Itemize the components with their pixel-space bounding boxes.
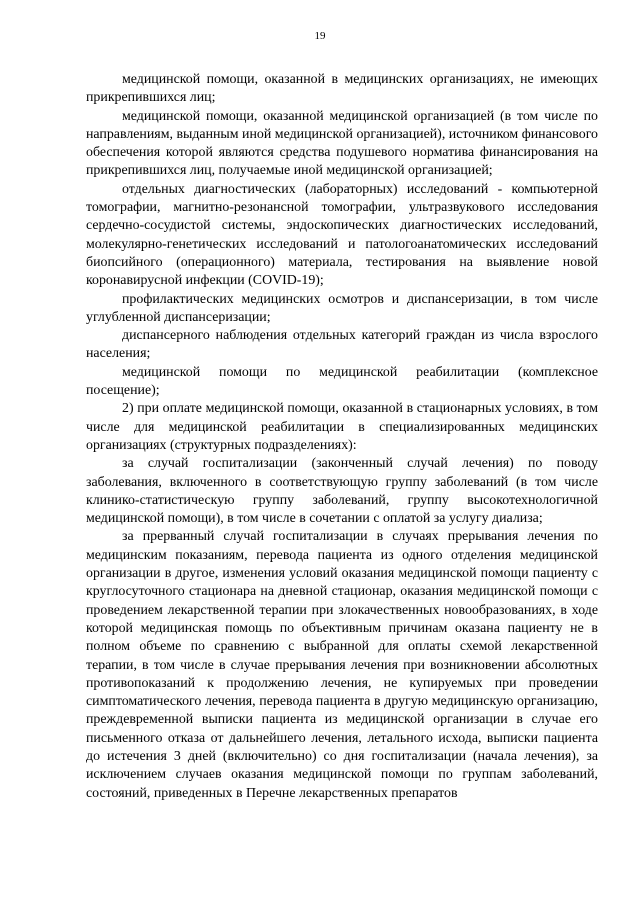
document-body xyxy=(86,71,598,803)
paragraph: медицинской помощи, оказанной медицинской организацией (в том числе по направлениям, выданным иной медицинской организацией), источником финансового обеспечения которой являются средства подушевого норматива финансирования на прикрепившихся лиц, получаемые иной медицинской организацией; xyxy=(86,108,598,179)
page-number: 19 xyxy=(314,30,326,42)
paragraph: за случай госпитализации (законченный случай лечения) по поводу заболевания, включенного в соответствующую группу заболеваний (в том числе клинико-статистическую группу заболеваний, группу высокотехнологичной медицинской помощи), в том числе в сочетании с оплатой за услугу диализа; xyxy=(86,456,598,527)
paragraph: отдельных диагностических (лабораторных) исследований - компьютерной томографии, магнитно-резонансной томографии, ультразвукового исследования сердечно-сосудистой системы, эндоскопических диагностических исследований, молекулярно-генетических исследований и патологоанатомических исследований биопсийного (операционного) материала, тестирования на выявление новой коронавирусной инфекции (COVID-19); xyxy=(86,181,598,289)
paragraph: диспансерного наблюдения отдельных категорий граждан из числа взрослого населения; xyxy=(86,328,598,362)
paragraph: медицинской помощи по медицинской реабилитации (комплексное посещение); xyxy=(86,364,598,399)
paragraph: за прерванный случай госпитализации в случаях прерывания лечения по медицинским показаниям, перевода пациента из одного отделения медицинской организации в другое, изменения условий оказания медицинской помощи пациенту с круглосуточного стационара на дневной стационар, оказания медицинской помощи с проведением лекарственной терапии при злокачественных новообразованиях, в ходе которой медицинская помощь по объективным причинам оказана пациенту не в полном объеме по сравнению с выбранной для оплаты схемой лекарственной терапии, в том числе в случае прерывания лечения при возникновении абсолютных противопоказаний к продолжению лечения, не купируемых при проведении симптоматического лечения, перевода пациента в другую медицинскую организацию, преждевременной выписки пациента из медицинской организации в случае его письменного отказа от дальнейшего лечения, летального исхода, выписки пациента до истечения 3 дней (включительно) со дня госпитализации (начала лечения), за исключением случаев оказания медицинской помощи по группам заболеваний, состояний, приведенных в Перечне лекарственных препаратов xyxy=(86,529,598,801)
paragraph: медицинской помощи, оказанной в медицинских организациях, не имеющих прикрепившихся лиц; xyxy=(86,72,598,106)
paragraph: 2) при оплате медицинской помощи, оказанной в стационарных условиях, в том числе для медицинской реабилитации в специализированных медицинских организациях (структурных подразделениях): xyxy=(86,401,598,453)
paragraph: профилактических медицинских осмотров и диспансеризации, в том числе углубленной диспансеризации; xyxy=(86,291,598,325)
